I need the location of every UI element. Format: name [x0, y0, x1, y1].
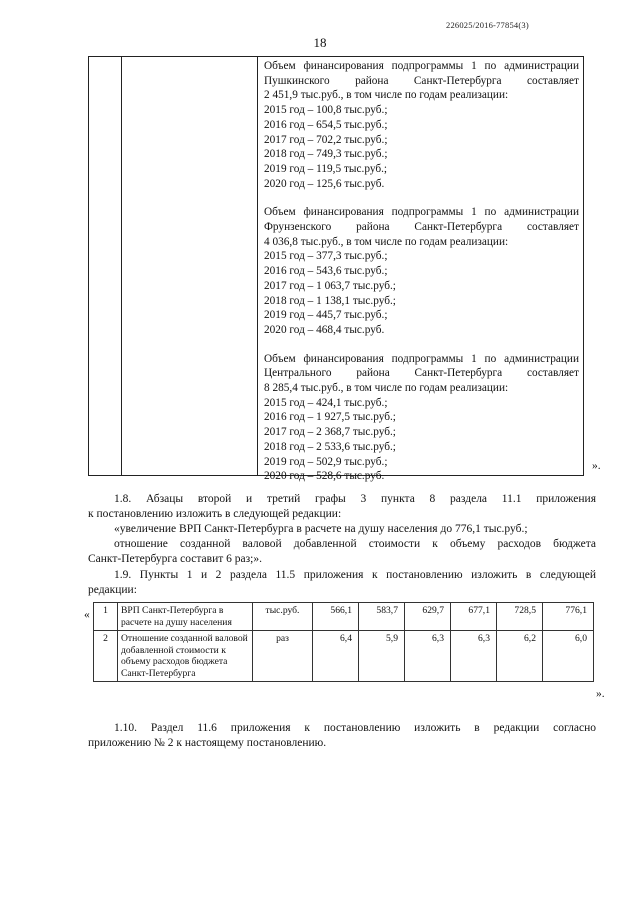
row-number: 1 — [94, 603, 118, 631]
financing-block-tsentralny — [264, 352, 579, 484]
year-line: 2019 год – 502,9 тыс.руб.; — [264, 455, 388, 468]
table-close-quote: ». — [596, 688, 605, 700]
table-column-divider — [257, 57, 258, 475]
financing-table — [88, 56, 584, 483]
table-row — [94, 631, 594, 682]
section-1-10-line1: 1.10. Раздел 11.6 приложения к постановлению изложить в редакции согласно — [114, 722, 596, 734]
year-line: 2019 год – 119,5 тыс.руб.; — [264, 162, 388, 175]
indicator-value: 6,0 — [543, 631, 594, 682]
year-line: 2018 год – 749,3 тыс.руб.; — [264, 148, 388, 161]
year-line: 2015 год – 424,1 тыс.руб.; — [264, 396, 388, 409]
section-1-8-quote2b: Санкт-Петербурга составит 6 раз;». — [88, 553, 262, 565]
year-line: 2017 год – 702,2 тыс.руб.; — [264, 133, 388, 146]
table-open-quote: « — [84, 609, 90, 621]
block-intro-line: 4 036,8 тыс.руб., в том числе по годам реализации: — [264, 235, 509, 248]
section-1-8-line2: к постановлению изложить в следующей редакции: — [88, 508, 342, 520]
indicator-value: 583,7 — [359, 603, 405, 631]
financing-block-frunzensky — [264, 205, 579, 337]
year-line: 2020 год – 528,6 тыс.руб. — [264, 470, 385, 483]
indicator-value: 566,1 — [313, 603, 359, 631]
block-intro-line: 2 451,9 тыс.руб., в том числе по годам реализации: — [264, 89, 509, 102]
financing-text-column — [264, 59, 579, 484]
indicator-unit: раз — [253, 631, 313, 682]
block-intro-line: Фрунзенского района Санкт-Петербурга составляет — [264, 221, 579, 234]
year-line: 2016 год – 654,5 тыс.руб.; — [264, 118, 388, 131]
indicator-value: 6,4 — [313, 631, 359, 682]
block-intro-line: Пушкинского района Санкт-Петербурга составляет — [264, 74, 579, 87]
year-line: 2018 год – 1 138,1 тыс.руб.; — [264, 294, 396, 307]
indicator-name: ВРП Санкт-Петербурга в расчете на душу населения — [118, 603, 253, 631]
block-intro-line: Центрального района Санкт-Петербурга составляет — [264, 367, 579, 380]
year-line: 2020 год – 125,6 тыс.руб. — [264, 177, 385, 190]
section-1-10-line2: приложению № 2 к настоящему постановлению. — [88, 737, 327, 749]
indicator-value: 677,1 — [451, 603, 497, 631]
year-line: 2015 год – 377,3 тыс.руб.; — [264, 250, 388, 263]
indicator-value: 6,2 — [497, 631, 543, 682]
year-line: 2016 год – 1 927,5 тыс.руб.; — [264, 411, 396, 424]
block-intro-line: Объем финансирования подпрограммы 1 по администрации — [264, 60, 579, 72]
year-line: 2015 год – 100,8 тыс.руб.; — [264, 104, 388, 117]
indicator-value: 776,1 — [543, 603, 594, 631]
section-1-8-line1: 1.8. Абзацы второй и третий графы 3 пункта 8 раздела 11.1 приложения — [114, 493, 596, 505]
indicator-value: 5,9 — [359, 631, 405, 682]
block-intro-line: Объем финансирования подпрограммы 1 по администрации — [264, 206, 579, 219]
indicator-value: 629,7 — [405, 603, 451, 631]
financing-block-pushkinsky — [264, 59, 579, 191]
indicator-value: 6,3 — [405, 631, 451, 682]
table-row — [94, 603, 594, 631]
block-intro-line: 8 285,4 тыс.руб., в том числе по годам реализации: — [264, 382, 509, 395]
section-1-8-quote2a: отношение созданной валовой добавленной стоимости к объему расходов бюджета — [114, 538, 596, 550]
page-number: 18 — [313, 35, 327, 50]
indicator-value: 6,3 — [451, 631, 497, 682]
indicator-name: Отношение созданной валовой добавленной стоимости к объему расходов бюджета Санкт-Петербурга — [118, 631, 253, 682]
year-line: 2016 год – 543,6 тыс.руб.; — [264, 265, 388, 278]
row-number: 2 — [94, 631, 118, 682]
year-line: 2019 год – 445,7 тыс.руб.; — [264, 309, 388, 322]
year-line: 2017 год – 2 368,7 тыс.руб.; — [264, 426, 396, 439]
indicator-unit: тыс.руб. — [253, 603, 313, 631]
block-intro-line: Объем финансирования подпрограммы 1 по администрации — [264, 352, 579, 365]
section-1-9-line2: редакции: — [88, 584, 137, 596]
section-1-9-line1: 1.9. Пункты 1 и 2 раздела 11.5 приложения к постановлению изложить в следующей — [114, 569, 596, 581]
document-id: 226025/2016-77854(3) — [446, 20, 529, 30]
table-column-divider — [121, 57, 122, 475]
year-line: 2020 год – 468,4 тыс.руб. — [264, 323, 385, 336]
closing-quote: ». — [592, 460, 601, 472]
year-line: 2018 год – 2 533,6 тыс.руб.; — [264, 440, 396, 453]
year-line: 2017 год – 1 063,7 тыс.руб.; — [264, 279, 396, 292]
indicators-table — [93, 602, 594, 682]
section-1-8-quote1: «увеличение ВРП Санкт-Петербурга в расчете на душу населения до 776,1 тыс.руб.; — [114, 523, 528, 535]
indicator-value: 728,5 — [497, 603, 543, 631]
